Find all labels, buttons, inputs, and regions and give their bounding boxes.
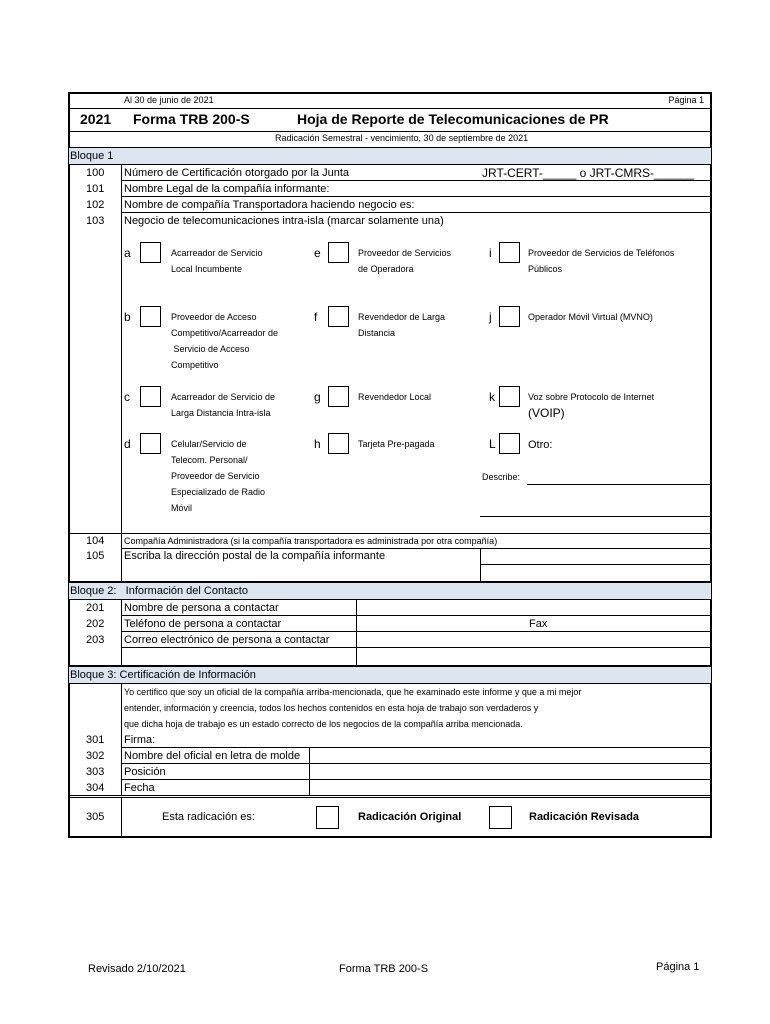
block1-heading: Bloque 1 xyxy=(70,150,114,162)
option-j-label: Operador Móvil Virtual (MVNO) xyxy=(528,312,653,322)
contact-email-field[interactable] xyxy=(357,632,710,647)
block3-heading: Bloque 3: Certificación de Información xyxy=(70,669,256,681)
option-f-letter: f xyxy=(314,310,318,324)
row-305-num: 305 xyxy=(86,811,105,823)
footer-form: Forma TRB 200-S xyxy=(339,963,429,975)
original-filing-label: Radicación Original xyxy=(358,811,462,823)
describe-field-1[interactable] xyxy=(527,470,711,485)
row-101-num: 101 xyxy=(86,183,105,195)
row-102-label: Nombre de compañía Transportadora haciendo negocio es: xyxy=(124,199,415,211)
option-d-label: Celular/Servicio de Telecom. Personal/ Proveedor de Servicio Especializado de Radio Móvil xyxy=(171,439,266,513)
signature-field[interactable] xyxy=(160,732,710,747)
row-301-label: Firma: xyxy=(124,734,156,746)
option-b-checkbox[interactable] xyxy=(140,306,161,327)
option-c-checkbox[interactable] xyxy=(140,386,161,407)
option-g-label: Revendedor Local xyxy=(358,392,432,402)
option-b-label: Proveedor de Acceso Competitivo/Acarreador de Servicio de Acceso Competitivo xyxy=(171,312,279,370)
option-g-checkbox[interactable] xyxy=(328,386,349,407)
option-g-letter: g xyxy=(314,390,321,404)
row-302-label: Nombre del oficial en letra de molde xyxy=(124,750,301,762)
row-103-label: Negocio de telecomunicaciones intra-isla (marcar solamente una) xyxy=(124,215,444,227)
row-305-label: Esta radicación es: xyxy=(162,811,255,823)
row-201-num: 201 xyxy=(86,602,105,614)
row-202-num: 202 xyxy=(86,618,105,630)
row-105-num: 105 xyxy=(86,550,105,562)
row-301-num: 301 xyxy=(86,734,105,746)
option-h-letter: h xyxy=(314,437,321,451)
row-203-num: 203 xyxy=(86,634,105,646)
original-filing-checkbox[interactable] xyxy=(316,806,339,829)
row-303-num: 303 xyxy=(86,766,105,778)
row-203-label: Correo electrónico de persona a contactar xyxy=(124,634,330,646)
row-105-label: Escriba la dirección postal de la compañía informante xyxy=(124,550,386,562)
officer-name-field[interactable] xyxy=(310,748,710,763)
row-103-num: 103 xyxy=(86,215,105,227)
page-title: Hoja de Reporte de Telecomunicaciones de PR xyxy=(297,111,609,127)
footer-page: Página 1 xyxy=(656,961,700,973)
option-l-label: Otro: xyxy=(528,439,553,451)
row-302-num: 302 xyxy=(86,750,105,762)
contact-phone-field[interactable] xyxy=(357,616,527,631)
row-303-label: Posición xyxy=(124,766,166,778)
block2-heading: Bloque 2: Información del Contacto xyxy=(70,585,248,597)
row-201-label: Nombre de persona a contactar xyxy=(124,602,279,614)
row-202-label: Teléfono de persona a contactar xyxy=(124,618,282,630)
option-h-label: Tarjeta Pre-pagada xyxy=(358,439,435,449)
position-field[interactable] xyxy=(310,764,710,779)
row-104-num: 104 xyxy=(86,535,105,547)
option-f-checkbox[interactable] xyxy=(328,306,349,327)
fax-label: Fax xyxy=(529,618,548,630)
option-h-checkbox[interactable] xyxy=(328,433,349,454)
certification-text: Yo certifico que soy un oficial de la compañía arriba-mencionada, que he examinado este informe y que a mi mejor entender, información y creencia, todos los hechos contenidos en esta hoja de trabajo son verdaderos y que dicha hoja de trabajo es un estado correcto de los negocios de la compañía arriba mencionada. xyxy=(124,687,582,729)
option-k-label: Voz sobre Protocolo de Internet (VOIP) xyxy=(528,392,655,420)
date-field[interactable] xyxy=(310,780,710,795)
row-304-label: Fecha xyxy=(124,782,155,794)
option-j-checkbox[interactable] xyxy=(499,306,520,327)
option-c-label: Acarreador de Servicio de Larga Distancia Intra-isla xyxy=(171,392,276,418)
row-104-label: Compañía Administradora (si la compañía transportadora es administrada por otra compañía) xyxy=(124,536,498,546)
revised-filing-label: Radicación Revisada xyxy=(529,811,640,823)
option-l-checkbox[interactable] xyxy=(499,433,520,454)
option-e-label: Proveedor de Servicios de Operadora xyxy=(358,248,452,274)
form-year: 2021 xyxy=(80,111,112,127)
contact-fax-field[interactable] xyxy=(552,616,710,631)
option-i-label: Proveedor de Servicios de Teléfonos Públicos xyxy=(528,248,675,274)
describe-field-2[interactable] xyxy=(480,502,711,517)
row-102-num: 102 xyxy=(86,199,105,211)
option-e-checkbox[interactable] xyxy=(328,242,349,263)
describe-label: Describe: xyxy=(482,472,521,482)
option-i-letter: i xyxy=(489,246,492,260)
form-name: Forma TRB 200-S xyxy=(133,111,250,127)
option-k-checkbox[interactable] xyxy=(499,386,520,407)
row-100-num: 100 xyxy=(86,167,105,179)
option-k-letter: k xyxy=(489,390,495,404)
row-304-num: 304 xyxy=(86,782,105,794)
revised-filing-checkbox[interactable] xyxy=(489,806,512,829)
subtitle: Radicación Semestral - vencimiento, 30 de septiembre de 2021 xyxy=(275,133,529,143)
contact-name-field[interactable] xyxy=(357,600,710,615)
date-line: Al 30 de junio de 2021 xyxy=(124,95,214,105)
option-d-letter: d xyxy=(124,437,131,451)
option-a-label: Acarreador de Servicio Local Incumbente xyxy=(171,248,263,274)
option-d-checkbox[interactable] xyxy=(140,433,161,454)
row-100-cert-field[interactable]: JRT-CERT-_____ o JRT-CMRS-______ xyxy=(482,166,695,180)
row-101-label: Nombre Legal de la compañía informante: xyxy=(124,183,330,195)
option-f-label: Revendedor de Larga Distancia xyxy=(358,312,446,338)
option-i-checkbox[interactable] xyxy=(499,242,520,263)
option-j-letter: j xyxy=(489,310,492,324)
row-100-label: Número de Certificación otorgado por la Junta xyxy=(124,167,350,179)
option-c-letter: c xyxy=(124,390,130,404)
footer-revised: Revisado 2/10/2021 xyxy=(88,963,186,975)
option-a-checkbox[interactable] xyxy=(140,242,161,263)
option-a-letter: a xyxy=(124,246,131,260)
option-e-letter: e xyxy=(314,246,321,260)
row-105-address-field-1[interactable] xyxy=(481,549,710,564)
row-105-address-field-2[interactable] xyxy=(481,565,710,580)
option-l-letter: L xyxy=(489,437,496,451)
option-b-letter: b xyxy=(124,310,131,324)
page-label: Página 1 xyxy=(668,95,704,105)
